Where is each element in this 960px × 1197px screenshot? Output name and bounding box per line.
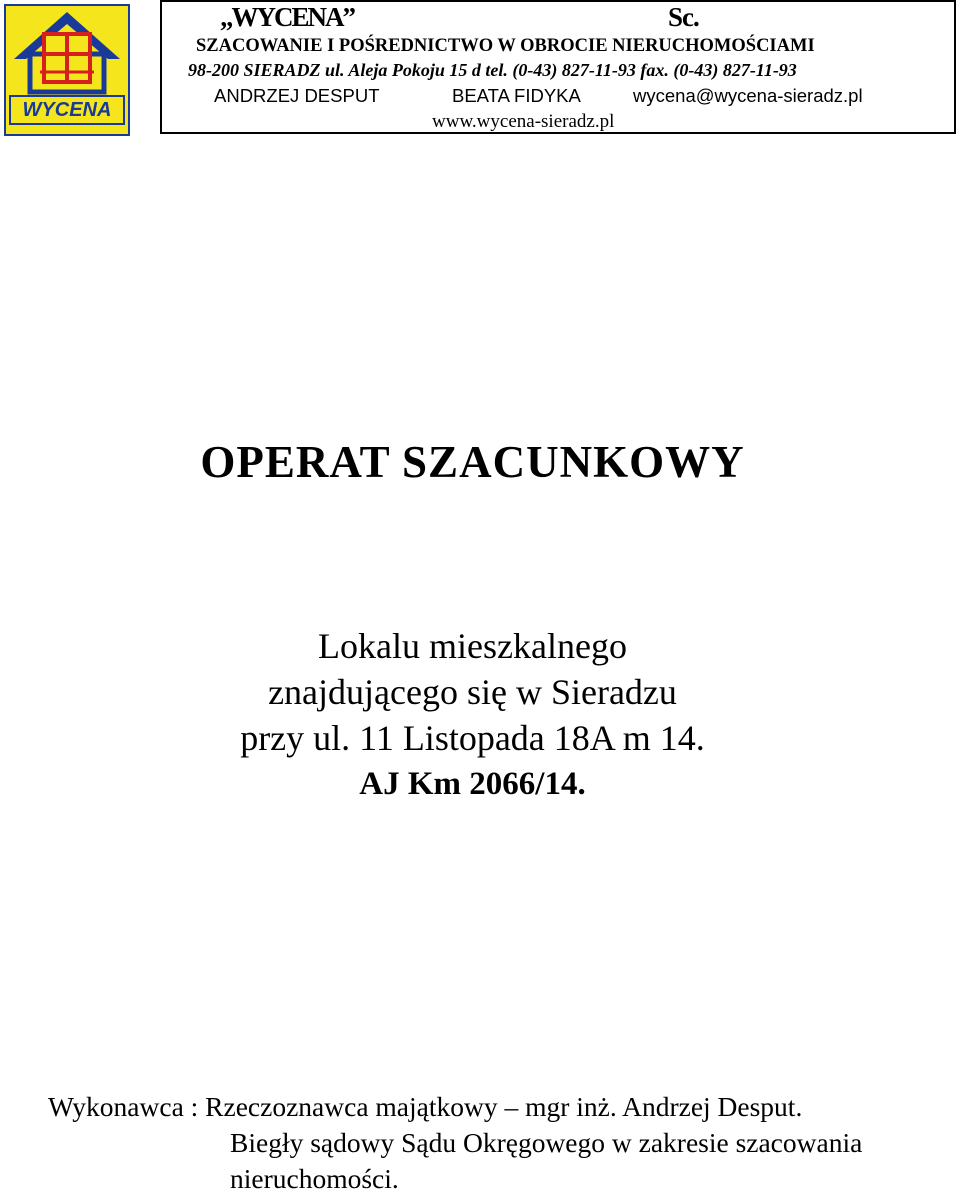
- company-email: wycena@wycena-sieradz.pl: [633, 85, 863, 106]
- document-title: OPERAT SZACUNKOWY: [200, 437, 745, 487]
- company-logo: [4, 4, 130, 136]
- logo-text: WYCENA: [22, 99, 112, 121]
- company-website: www.wycena-sieradz.pl: [432, 111, 615, 132]
- subject-line-2: znajdującego się w Sieradzu: [268, 672, 677, 712]
- author-line-1: Wykonawca : Rzeczoznawca majątkowy – mgr inż. Andrzej Desput.: [48, 1091, 803, 1122]
- case-number: AJ Km 2066/14.: [359, 766, 586, 802]
- document-author: [48, 1089, 862, 1197]
- author-line-3: nieruchomości.: [230, 1163, 399, 1194]
- company-address: 98-200 SIERADZ ul. Aleja Pokoju 15 d tel. (0-43) 827-11-93 fax. (0-43) 827-11-93: [188, 60, 797, 80]
- partner-name-1: ANDRZEJ DESPUT: [214, 85, 380, 106]
- company-form: Sc.: [668, 2, 699, 32]
- partner-name-2: BEATA FIDYKA: [452, 85, 581, 106]
- subject-line-1: Lokalu mieszkalnego: [318, 626, 627, 666]
- subject-line-3: przy ul. 11 Listopada 18A m 14.: [240, 718, 705, 758]
- document-subject: [0, 623, 945, 807]
- company-name: „WYCENA”: [220, 2, 355, 32]
- author-line-2: Biegły sądowy Sądu Okręgowego w zakresie szacowania: [230, 1127, 863, 1158]
- company-activity: SZACOWANIE I POŚREDNICTWO W OBROCIE NIERUCHOMOŚCIAMI: [196, 36, 815, 56]
